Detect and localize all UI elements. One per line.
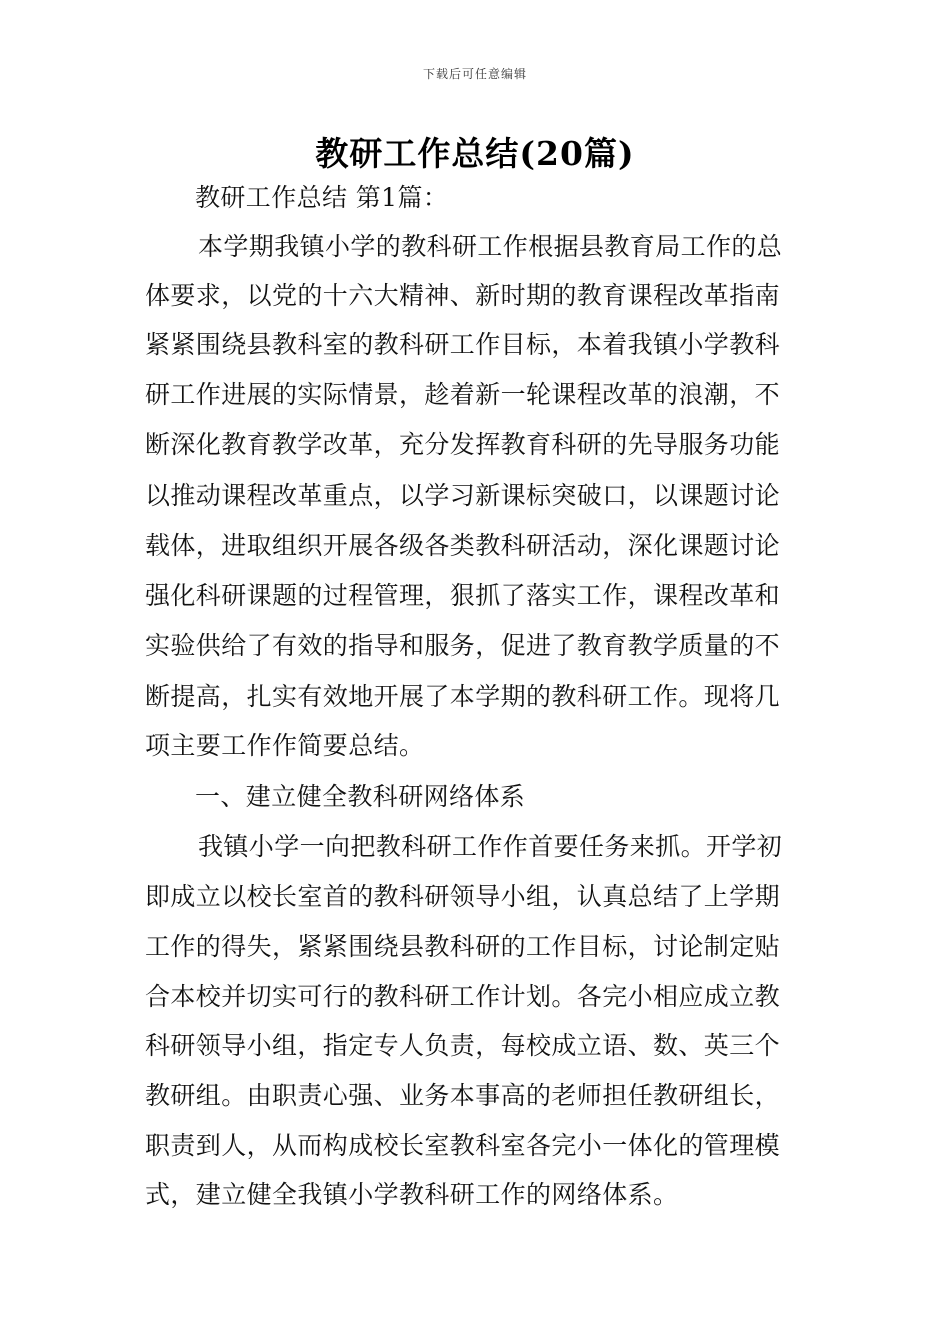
section-subtitle: 教研工作总结 第1篇： <box>195 183 449 212</box>
paragraph-line: 体要求，以党的十六大精神、新时期的教育课程改革指南 <box>145 281 781 310</box>
paragraph-line: 工作的得失，紧紧围绕县教科研的工作目标，讨论制定贴 <box>145 932 781 961</box>
paragraph-line: 实验供给了有效的指导和服务，促进了教育教学质量的不 <box>145 631 781 660</box>
paragraph-line: 职责到人，从而构成校长室教科室各完小一体化的管理模 <box>145 1131 781 1160</box>
paragraph-line: 即成立以校长室首的教科研领导小组，认真总结了上学期 <box>145 882 781 911</box>
paragraph-line: 教研组。由职责心强、业务本事高的老师担任教研组长， <box>145 1081 781 1110</box>
page-header-note: 下载后可任意编辑 <box>422 67 527 81</box>
paragraph-line: 载体，进取组织开展各级各类教科研活动，深化课题讨论 <box>145 531 781 560</box>
paragraph-line: 式，建立健全我镇小学教科研工作的网络体系。 <box>145 1180 679 1209</box>
paragraph-line: 以推动课程改革重点，以学习新课标突破口，以课题讨论 <box>145 481 781 510</box>
paragraph-line: 科研领导小组，指定专人负责，每校成立语、数、英三个 <box>145 1031 781 1060</box>
paragraph-line: 本学期我镇小学的教科研工作根据县教育局工作的总 <box>198 232 783 261</box>
document-title: 教研工作总结(20篇) <box>315 134 635 173</box>
section-heading: 一、建立健全教科研网络体系 <box>195 782 526 811</box>
paragraph-line: 紧紧围绕县教科室的教科研工作目标，本着我镇小学教科 <box>145 330 781 359</box>
paragraph-line: 研工作进展的实际情景，趁着新一轮课程改革的浪潮，不 <box>145 380 781 409</box>
paragraph-line: 我镇小学一向把教科研工作作首要任务来抓。开学初 <box>198 832 783 861</box>
paragraph-line: 断提高，扎实有效地开展了本学期的教科研工作。现将几 <box>145 682 781 711</box>
paragraph-line: 项主要工作作简要总结。 <box>145 731 425 760</box>
paragraph-line: 合本校并切实可行的教科研工作计划。各完小相应成立教 <box>145 982 781 1011</box>
paragraph-line: 强化科研课题的过程管理，狠抓了落实工作，课程改革和 <box>145 581 781 610</box>
paragraph-line: 断深化教育教学改革，充分发挥教育科研的先导服务功能 <box>145 430 781 459</box>
